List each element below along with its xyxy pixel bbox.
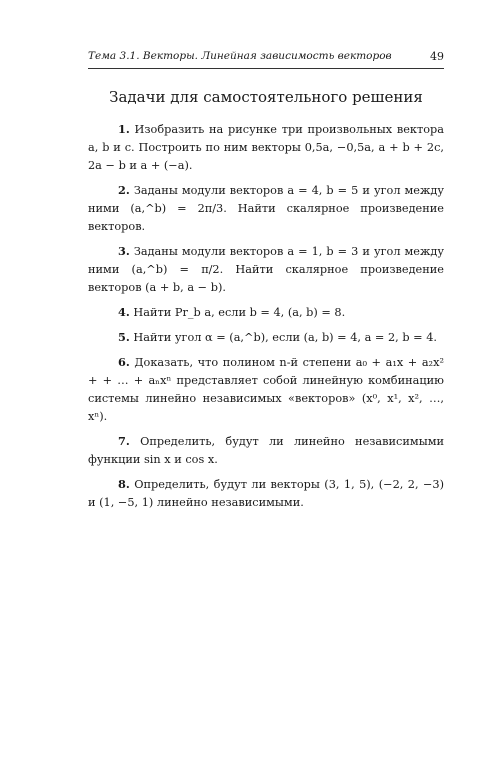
problem-number: 7. — [118, 434, 130, 448]
running-header — [88, 50, 444, 69]
problem-text: Доказать, что полином n-й степени a₀ + a₁x + a₂x² + + … + aₙxⁿ представляет собой линейную комбинацию системы линейно независимых «векторов» (x⁰, x¹, x², …, xⁿ). — [88, 356, 444, 423]
problem-text: Изобразить на рисунке три произвольных вектора a, b и c. Построить по ним векторы 0,5a, −0,5a, a + b + 2c, 2a − b и a + (−a). — [88, 123, 444, 172]
problem-number: 5. — [118, 330, 130, 344]
problem-4 — [88, 303, 444, 322]
problem-1 — [88, 120, 444, 175]
problem-5 — [88, 328, 444, 347]
header-title: Тема 3.1. Векторы. Линейная зависимость векторов — [88, 50, 392, 62]
problem-3 — [88, 242, 444, 297]
problem-text: Определить, будут ли векторы (3, 1, 5), (−2, 2, −3) и (1, −5, 1) линейно независимыми. — [88, 478, 445, 509]
section-title: Задачи для самостоятельного решения — [109, 88, 423, 106]
problem-list — [88, 120, 444, 518]
problem-number: 3. — [118, 244, 130, 258]
problem-number: 2. — [118, 183, 130, 197]
problem-number: 1. — [118, 122, 130, 136]
problem-text: Определить, будут ли линейно независимыми функции sin x и cos x. — [88, 435, 445, 466]
problem-8 — [88, 475, 444, 512]
problem-text: Заданы модули векторов a = 4, b = 5 и угол между ними (a,^b) = 2π/3. Найти скалярное произведение векторов. — [88, 184, 444, 233]
problem-text: Заданы модули векторов a = 1, b = 3 и угол между ними (a,^b) = π/2. Найти скалярное произведение векторов (a + b, a − b). — [88, 245, 444, 294]
problem-6 — [88, 353, 444, 426]
problem-number: 8. — [118, 477, 130, 491]
problem-7 — [88, 432, 444, 469]
page-number: 49 — [430, 50, 444, 63]
problem-2 — [88, 181, 444, 236]
problem-number: 4. — [118, 305, 130, 319]
problem-text: Найти Pr_b a, если b = 4, (a, b) = 8. — [133, 306, 346, 319]
problem-text: Найти угол α = (a,^b), если (a, b) = 4, a = 2, b = 4. — [133, 331, 438, 344]
problem-number: 6. — [118, 355, 130, 369]
